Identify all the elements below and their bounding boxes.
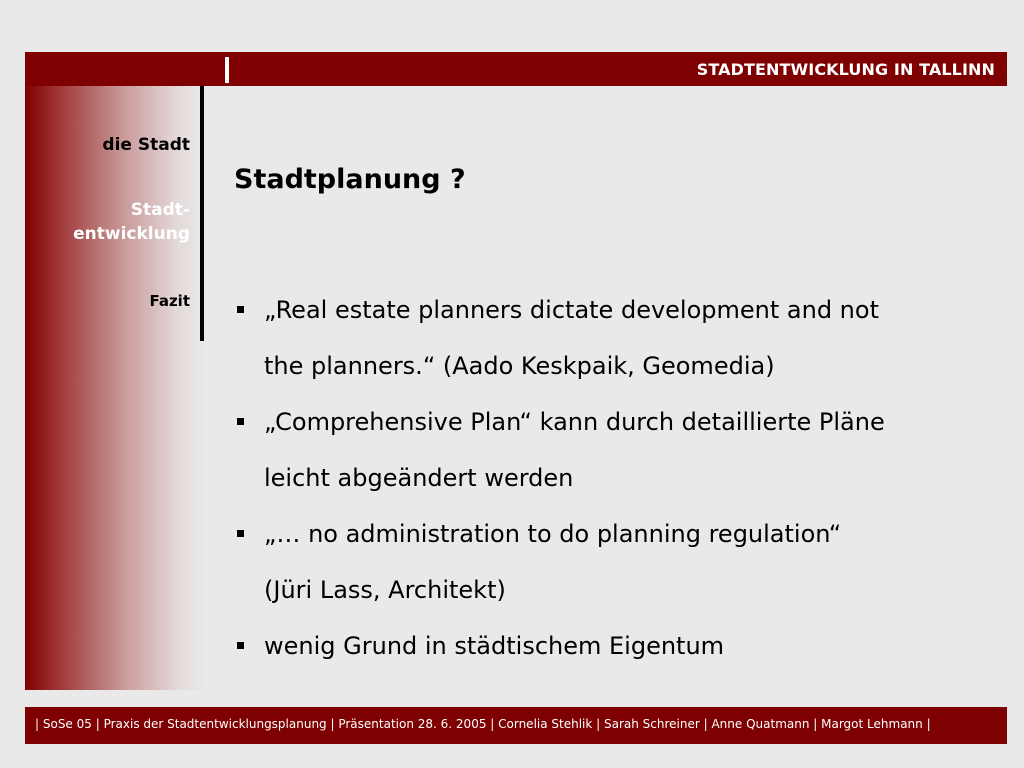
bullet-text-line2: leicht abgeändert werden	[264, 464, 574, 492]
footer-credits: | SoSe 05 | Praxis der Stadtentwicklungsplanung | Präsentation 28. 6. 2005 | Cornelia Stehlik | Sarah Schreiner | Anne Quatmann | Margot Lehmann |	[35, 717, 931, 731]
sidebar-gradient	[25, 86, 205, 690]
nav-item-label: Fazit	[149, 292, 190, 310]
bullet-item	[234, 506, 994, 618]
bullet-item	[234, 394, 994, 506]
sidebar-divider	[200, 86, 204, 341]
nav-item-label-line1: Stadt-	[130, 200, 190, 220]
bullet-list	[234, 282, 994, 674]
square-bullet-icon	[237, 642, 244, 649]
nav-item-fazit[interactable]	[149, 289, 190, 313]
bullet-item	[234, 282, 994, 394]
bullet-text-line1: „Comprehensive Plan“ kann durch detaillierte Pläne	[264, 408, 885, 436]
header-bar	[25, 52, 1007, 86]
presentation-title: STADTENTWICKLUNG IN TALLINN	[696, 60, 995, 79]
nav-item-stadtentwicklung[interactable]	[30, 198, 190, 246]
bullet-text-line1: „… no administration to do planning regulation“	[264, 520, 842, 548]
square-bullet-icon	[237, 530, 244, 537]
footer-bar	[25, 707, 1007, 744]
nav-item-die-stadt[interactable]	[102, 133, 190, 157]
bullet-item	[234, 618, 994, 674]
header-divider	[225, 57, 229, 83]
bullet-text-line1: wenig Grund in städtischem Eigentum	[264, 632, 725, 660]
square-bullet-icon	[237, 418, 244, 425]
bullet-text-line2: (Jüri Lass, Architekt)	[264, 576, 506, 604]
slide-heading: Stadtplanung ?	[234, 164, 466, 195]
bullet-text-line1: „Real estate planners dictate development and not	[264, 296, 879, 324]
nav-item-label: die Stadt	[102, 135, 190, 155]
nav-item-label-line2: entwicklung	[73, 224, 190, 244]
square-bullet-icon	[237, 306, 244, 313]
bullet-text-line2: the planners.“ (Aado Keskpaik, Geomedia)	[264, 352, 775, 380]
